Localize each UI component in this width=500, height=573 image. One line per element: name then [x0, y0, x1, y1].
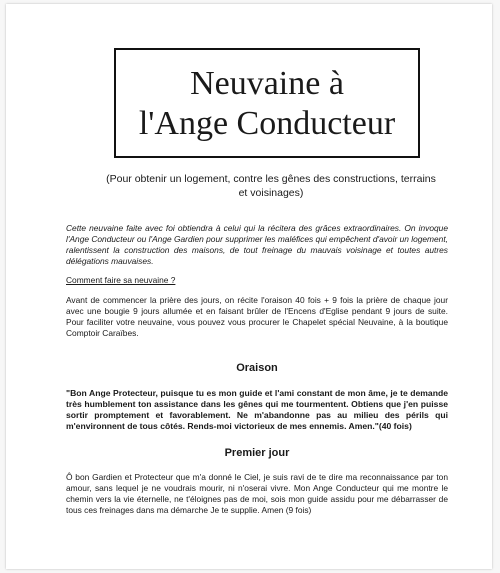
subtitle: (Pour obtenir un logement, contre les gênes des constructions, terrains et voisinages) — [106, 173, 436, 199]
howto-heading: Comment faire sa neuvaine ? — [66, 275, 176, 285]
premier-jour-paragraph: Ô bon Gardien et Protecteur que m'a donné le Ciel, je suis ravi de te dire ma reconnaissance par ton amour, sans lequel je ne voudrais mourir, ni n'oserai vivre. Mon Ange Conducteur qui me montre le chemin vers la vie éternelle, ne t'éloignes pas de moi, sois mon guide assidu pour me débarrasser de tous ces freinages dans ma démarche Je te supplie. Amen (9 fois) — [66, 472, 448, 515]
premier-jour-heading: Premier jour — [224, 447, 290, 459]
title-box — [114, 48, 420, 158]
howto-paragraph: Avant de commencer la prière des jours, on récite l'oraison 40 fois + 9 fois la prière de chaque jour avec une bougie 9 jours allumée et en faisant brûler de l'Encens d'Eglise pendant 9 jours de suite. Pour faciliter votre neuvaine, vous pouvez vous procurer le Chapelet spécial Neuvaine, à la boutique Comptoir Caraïbes. — [66, 295, 448, 338]
paper-page — [6, 4, 492, 569]
intro-paragraph: Cette neuvaine faite avec foi obtiendra à celui qui la récitera des grâces extraordinaires. On invoque l'Ange Conducteur ou l'Ange Gardien pour supprimer les maléfices qui empêchent d'avoir un logement, ralentissent la construction des maisons, de tout freinage du mauvais voisinage et toutes autres délégations mauvaises. — [66, 223, 448, 266]
oraison-paragraph: "Bon Ange Protecteur, puisque tu es mon guide et l'ami constant de mon âme, je te demande très humblement ton assistance dans les gênes qui me tourmentent. Obtiens que j'en puisse sortir promptement et favorablement. Ne m'abandonne pas au milieu des périls qui m'environnent de tous côtés. Rends-moi victorieux de mes ennemis. Amen."(40 fois) — [66, 388, 448, 431]
title-line-2: l'Ange Conducteur — [138, 105, 396, 142]
title-line-1: Neuvaine à — [190, 65, 344, 102]
oraison-heading: Oraison — [236, 362, 278, 374]
